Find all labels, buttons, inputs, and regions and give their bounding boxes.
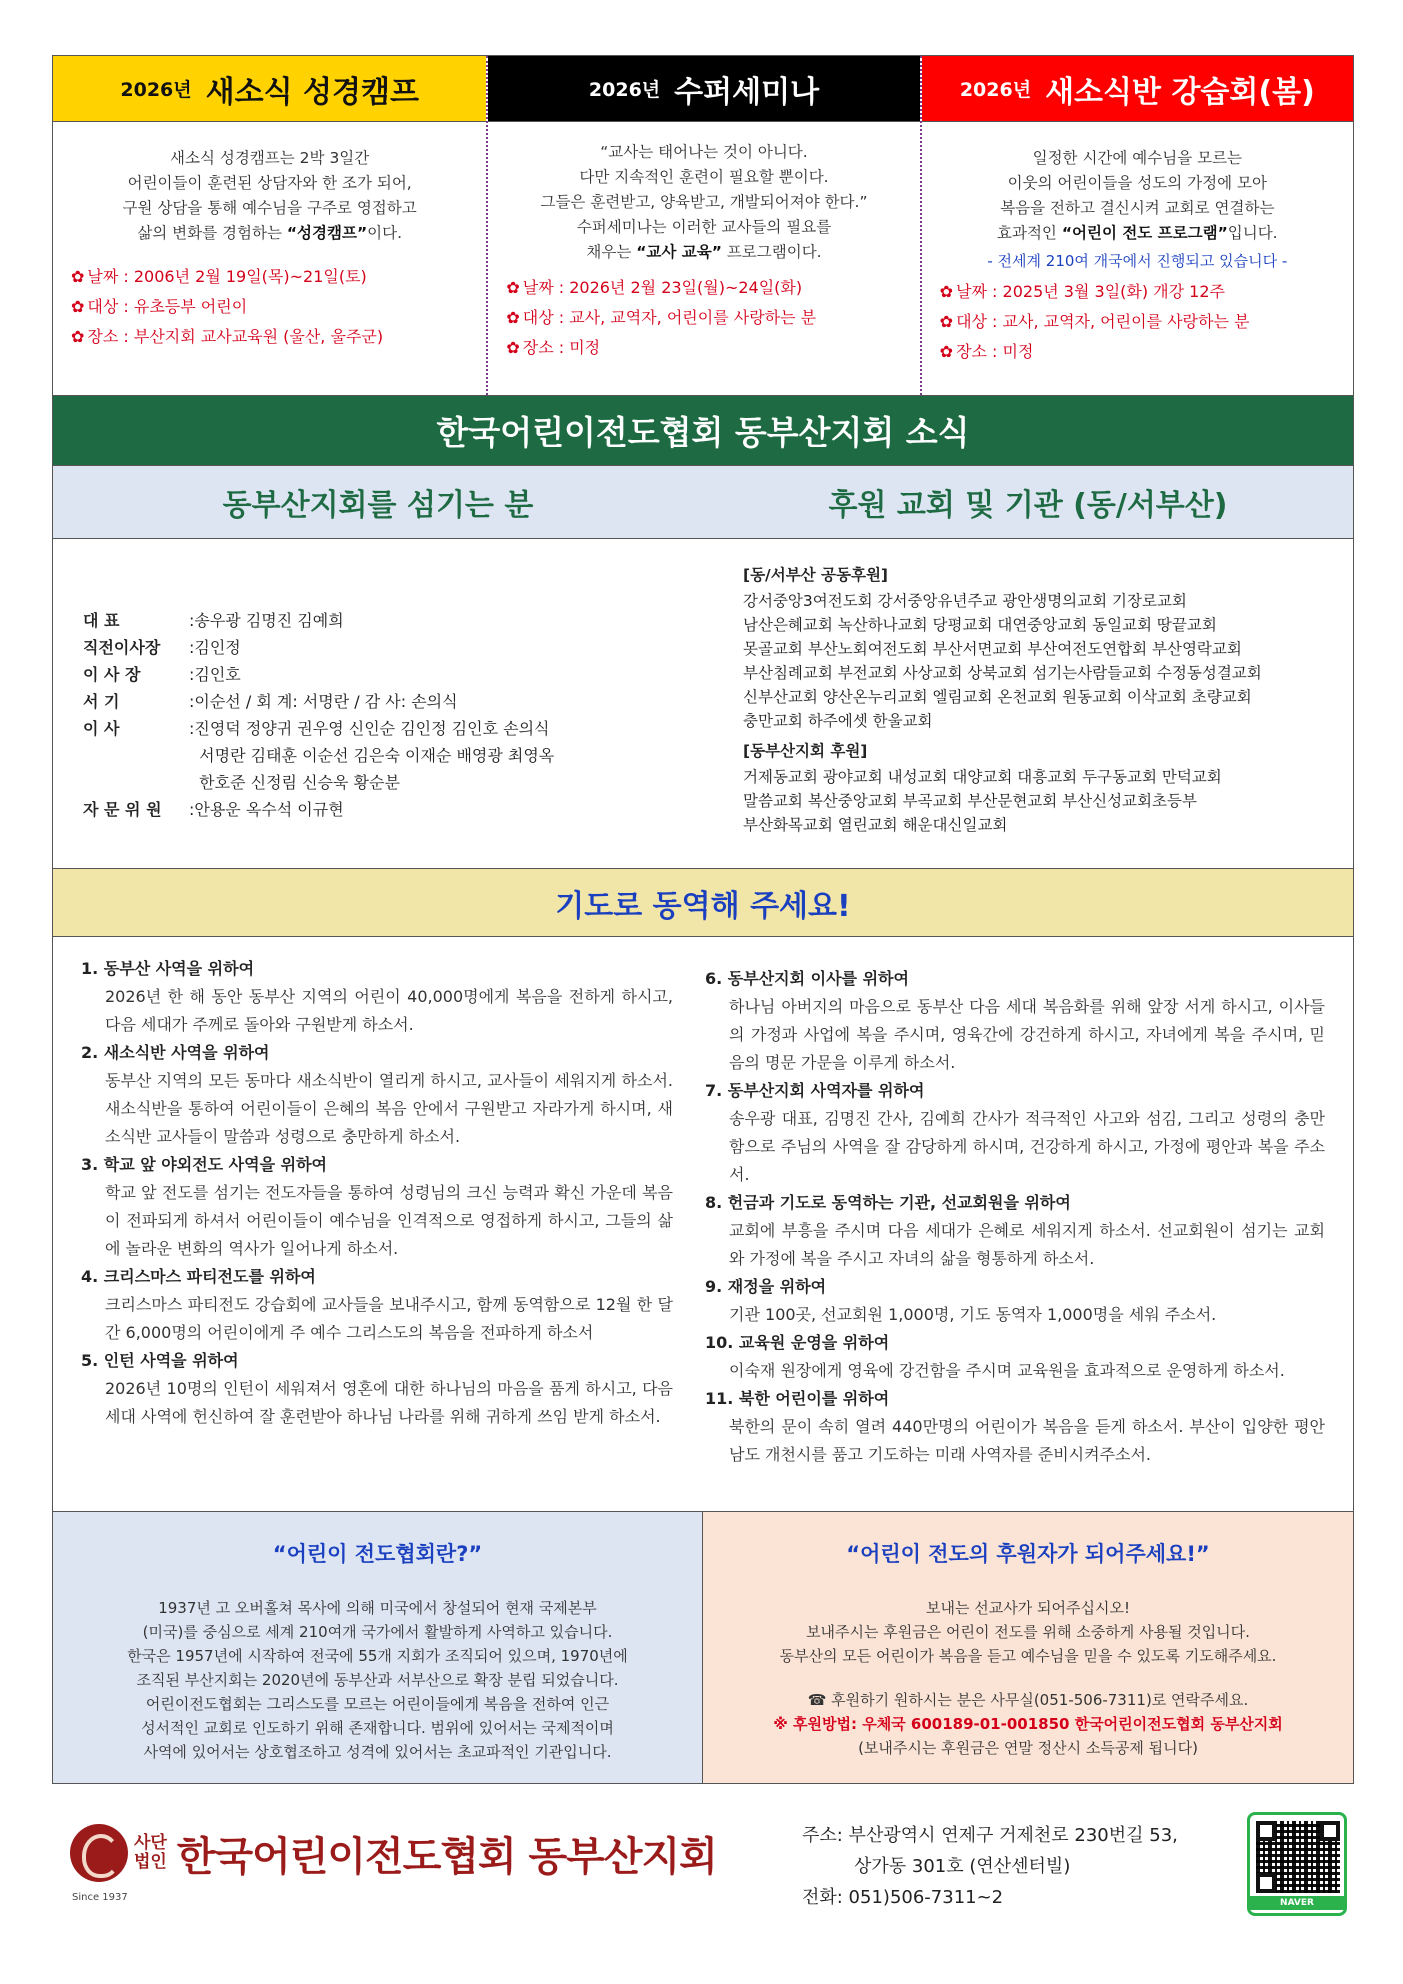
event-seminar-header bbox=[488, 56, 919, 122]
event-description: “교사는 태어나는 것이 아니다. 다만 지속적인 훈련이 필요할 뿐이다. 그들은 훈련받고, 양육받고, 개발되어져야 한다.” 수퍼세미나는 이러한 교사들의 필요를 채우는 “교사 교육” 프로그램이다. bbox=[540, 143, 868, 261]
event-note: - 전세계 210여 개국에서 진행되고 있습니다 - bbox=[987, 252, 1288, 270]
logo-corporation-mark: 사단 법인 bbox=[134, 1833, 167, 1872]
support-account: ※ 후원방법: 우체국 600189-01-001850 한국어린이전도협회 동부산지회 bbox=[773, 1715, 1283, 1733]
about-text: 1937년 고 오버홀쳐 목사에 의해 미국에서 창설되어 현재 국제본부 (미국)를 중심으로 세계 210여개 국가에서 활발하게 사역하고 있습니다. 한국은 1957년에 시작하여 전국에 55개 지회가 조직되어 있으며, 1970년에 조직된 부산지회는 2020년에 동부산과 서부산으로 확장 분립 되었습니다. 어린이전도협회는 그리스도를 모르는 어린이들에게 복음을 전하여 인근 성서적인 교회로 인도하기 위해 존재합니다. 범위에 있어서는 국제적이며 사역에 있어서는 상호협조하고 성격에 있어서는 초교파적인 기관입니다. bbox=[127, 1599, 628, 1761]
staff-row: 이 사 : 진영덕 정양귀 권우영 신인순 김인정 김인호 손의식 bbox=[83, 719, 550, 738]
event-info: ✿ 날짜 : 2006년 2월 19일(목)~21일(토) ✿ 대상 : 유초등부 어린이 ✿ 장소 : 부산지회 교사교육원 (울산, 울주군) bbox=[71, 267, 384, 346]
staff-heading: 동부산지회를 섬기는 분 bbox=[222, 488, 534, 523]
event-camp bbox=[53, 56, 486, 395]
prayer-item: 11. 북한 어린이를 위하여 북한의 문이 속히 열려 440만명의 어린이가 복음을 듣게 하소서. 부산이 입양한 평안남도 개천시를 품고 기도하는 미래 사역자를 준비시켜주소서. bbox=[705, 1389, 1325, 1464]
qr-code[interactable] bbox=[1247, 1812, 1347, 1916]
flower-icon: ✿ bbox=[506, 338, 520, 357]
newsletter-frame bbox=[52, 55, 1354, 1784]
staff-row: 이 사 장 : 김인호 bbox=[83, 665, 241, 684]
prayer-item: 8. 헌금과 기도로 동역하는 기관, 선교회원을 위하여 교회에 부흥을 주시며 다음 세대가 은혜로 세워지게 하소서. 선교회원이 섬기는 교회와 가정에 복을 주시고 자녀의 삶을 형통하게 하소서. bbox=[705, 1193, 1325, 1268]
staff-row: 직전이사장 : 김인정 bbox=[83, 638, 241, 657]
event-year: 2026년 bbox=[120, 79, 192, 101]
event-year: 2026년 bbox=[959, 79, 1032, 101]
prayer-item: 6. 동부산지회 이사를 위하여 하나님 아버지의 마음으로 동부산 다음 세대 복음화를 위해 앞장 서게 하시고, 이사들의 가정과 사업에 복을 주시며, 영육간에 강건하게 하시고, 자녀에게 복을 주시며, 믿음의 명문 가문을 이루게 하소서. bbox=[705, 969, 1325, 1072]
event-title: 새소식반 강습회(봄) bbox=[1045, 74, 1315, 110]
support-text: 보내는 선교사가 되어주십시오! 보내주시는 후원금은 어린이 전도를 위해 소중하게 사용될 것입니다. 동부산의 모든 어린이가 복음을 듣고 예수님을 믿을 수 있도록 기도해주세요. ☎ 후원하기 원하시는 분은 사무실(051-506-7311)로 연락주세요. ※ 후원방법: 우체국 600189-01-001850 한국어린이전도협회 동부산지회 (보내주시는 후원금은 연말 정산시 소득공제 됩니다) bbox=[703, 1596, 1353, 1760]
about-box bbox=[53, 1512, 703, 1783]
qr-label: NAVER bbox=[1250, 1896, 1344, 1910]
address-line: 상가동 301호 (연산센터빌) bbox=[854, 1856, 1071, 1877]
event-title: 수퍼세미나 bbox=[674, 74, 820, 110]
prayer-item: 2. 새소식반 사역을 위하여 동부산 지역의 모든 동마다 새소식반이 열리게 하시고, 교사들이 세워지게 하소서. 새소식반을 통하여 어린이들이 은혜의 복음 안에서 구원받고 자라가게 하시며, 새소식반 교사들이 말씀과 성령으로 충만하게 하소서. bbox=[81, 1043, 674, 1146]
joint-sponsors-heading: [동/서부산 공동후원] bbox=[743, 566, 889, 584]
event-title: 새소식 성경캠프 bbox=[205, 74, 419, 110]
support-box bbox=[703, 1512, 1353, 1783]
about-title: “어린이 전도협회란?” bbox=[272, 1542, 483, 1566]
support-title: “어린이 전도의 후원자가 되어주세요!” bbox=[846, 1542, 1210, 1566]
prayer-item: 10. 교육원 운영을 위하여 이숙재 원장에게 영육에 강건함을 주시며 교육원을 효과적으로 운영하게 하소서. bbox=[705, 1333, 1285, 1380]
staff-sponsors-section bbox=[53, 539, 1353, 869]
east-sponsors-heading: [동부산지회 후원] bbox=[743, 742, 868, 760]
since-label: Since 1937 bbox=[72, 1892, 128, 1903]
east-sponsors: 거제동교회 광야교회 내성교회 대양교회 대흥교회 두구동교회 만덕교회 말씀교회 복산중앙교회 부곡교회 부산문현교회 부산신성교회초등부 부산화목교회 열린교회 해운대신일교회 bbox=[743, 768, 1222, 834]
joint-sponsors: 강서중앙3여전도회 강서중앙유년주교 광안생명의교회 기장로교회 남산은혜교회 녹산하나교회 당평교회 대연중앙교회 동일교회 땅끝교회 못골교회 부산노회여전도회 부산서면교회 부산여전도연합회 부산영락교회 부산침례교회 부전교회 사상교회 상북교회 섬기는사람들교회 수정동성결교회 신부산교회 양산온누리교회 엘림교회 온천교회 원동교회 이삭교회 초량교회 충만교회 하주에셋 한울교회 bbox=[743, 592, 1262, 730]
staff-row: 자 문 위 원 : 안용운 옥수석 이규현 bbox=[83, 800, 344, 819]
flower-icon: ✿ bbox=[939, 282, 954, 301]
prayer-column-right bbox=[703, 937, 1353, 1511]
staff-row: 한호준 신정림 신승욱 황순분 bbox=[199, 773, 400, 792]
event-description: 새소식 성경캠프는 2박 3일간 어린이들이 훈련된 상담자와 한 조가 되어, 구원 상담을 통해 예수님을 구주로 영접하고 삶의 변화를 경험하는 “성경캠프”이다. bbox=[122, 149, 417, 242]
flower-icon: ✿ bbox=[71, 267, 85, 286]
prayer-heading: 기도로 동역해 주세요! bbox=[53, 869, 1353, 937]
flower-icon: ✿ bbox=[71, 327, 85, 346]
prayer-item: 3. 학교 앞 야외전도 사역을 위하여 학교 앞 전도를 섬기는 전도자들을 통하여 성령님의 크신 능력과 확신 가운데 복음이 전파되게 하셔서 어린이들이 예수님을 인격적으로 영접하게 하시고, 그들의 삶에 놀라운 변화의 역사가 일어나게 하소서. bbox=[81, 1155, 674, 1258]
child-face-icon bbox=[70, 1824, 128, 1882]
banner-title: 한국어린이전도협회 동부산지회 소식 bbox=[53, 396, 1353, 466]
prayer-item: 1. 동부산 사역을 위하여 2026년 한 해 동안 동부산 지역의 어린이 40,000명에게 복음을 전하게 하시고, 다음 세대가 주께로 돌아와 구원받게 하소서. bbox=[81, 959, 674, 1034]
flower-icon: ✿ bbox=[939, 312, 954, 331]
support-contact: ☎ 후원하기 원하시는 분은 사무실(051-506-7311)로 연락주세요. bbox=[807, 1691, 1249, 1709]
event-info: ✿ 날짜 : 2025년 3월 3일(화) 개강 12주 ✿ 대상 : 교사, 교역자, 어린이를 사랑하는 분 ✿ 장소 : 미정 bbox=[939, 282, 1250, 361]
org-logo bbox=[70, 1824, 717, 1882]
staff-row: 서명란 김태훈 이순선 김은숙 이재순 배영광 최영옥 bbox=[199, 746, 555, 765]
event-class bbox=[920, 56, 1353, 395]
prayer-item: 5. 인턴 사역을 위하여 2026년 10명의 인턴이 세워져서 영혼에 대한 하나님의 마음을 품게 하시고, 다음 세대 사역에 헌신하여 잘 훈련받아 하나님 나라를 위해 귀하게 쓰임 받게 하소서. bbox=[81, 1351, 674, 1426]
event-class-header bbox=[922, 56, 1353, 122]
support-tax-note: (보내주시는 후원금은 연말 정산시 소득공제 됩니다) bbox=[858, 1739, 1198, 1757]
phone-line: 전화: 051)506-7311~2 bbox=[802, 1887, 1004, 1908]
address-line: 주소: 부산광역시 연제구 거제천로 230번길 53, bbox=[802, 1825, 1178, 1846]
qr-pattern-icon bbox=[1256, 1821, 1340, 1893]
footer bbox=[52, 1800, 1354, 1950]
sponsors-heading: 후원 교회 및 기관 (동/서부산) bbox=[828, 488, 1228, 523]
staff-row: 대 표 : 송우광 김명진 김예희 bbox=[83, 611, 344, 630]
event-info: ✿ 날짜 : 2026년 2월 23일(월)~24일(화) ✿ 대상 : 교사, 교역자, 어린이를 사랑하는 분 ✿ 장소 : 미정 bbox=[506, 278, 817, 357]
prayer-column-left bbox=[53, 937, 703, 1511]
event-camp-header bbox=[53, 56, 486, 122]
event-columns bbox=[53, 56, 1353, 396]
event-seminar bbox=[486, 56, 919, 395]
section-headers bbox=[53, 466, 1353, 539]
info-boxes bbox=[53, 1512, 1353, 1783]
event-description: 일정한 시간에 예수님을 모르는 이웃의 어린이들을 성도의 가정에 모아 복음을 전하고 결신시켜 교회로 연결하는 효과적인 “어린이 전도 프로그램”입니다. bbox=[997, 149, 1278, 242]
prayer-item: 9. 재정을 위하여 기관 100곳, 선교회원 1,000명, 기도 동역자 1,000명을 세워 주소서. bbox=[705, 1277, 1217, 1324]
flower-icon: ✿ bbox=[506, 308, 520, 327]
flower-icon: ✿ bbox=[71, 297, 85, 316]
prayer-list bbox=[53, 937, 1353, 1512]
flower-icon: ✿ bbox=[939, 342, 954, 361]
logo-name: 한국어린이전도협회 동부산지회 bbox=[176, 1833, 717, 1880]
sponsor-list bbox=[733, 539, 1353, 868]
prayer-item: 4. 크리스마스 파티전도를 위하여 크리스마스 파티전도 강습회에 교사들을 보내주시고, 함께 동역함으로 12월 한 달간 6,000명의 어린이에게 주 예수 그리스도의 복음을 전파하게 하소서 bbox=[81, 1267, 674, 1342]
staff-list bbox=[53, 539, 733, 868]
contact-address bbox=[802, 1820, 1178, 1913]
staff-row: 서 기 : 이순선 / 회 계: 서명란 / 감 사: 손의식 bbox=[83, 692, 458, 711]
event-year: 2026년 bbox=[588, 79, 661, 101]
flower-icon: ✿ bbox=[506, 278, 520, 297]
prayer-item: 7. 동부산지회 사역자를 위하여 송우광 대표, 김명진 간사, 김예희 간사가 적극적인 사고와 섬김, 그리고 성령의 충만함으로 주님의 사역을 잘 감당하게 하시며, 건강하게 하시고, 가정에 평안과 복을 주소서. bbox=[705, 1081, 1325, 1184]
